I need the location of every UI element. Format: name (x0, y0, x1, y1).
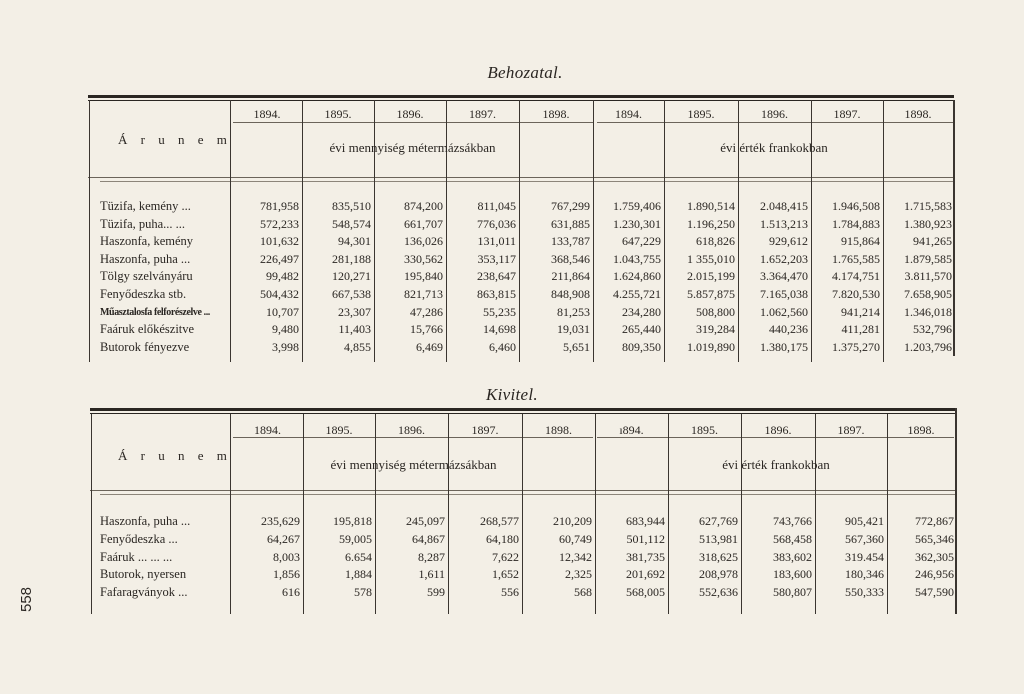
row-label: Butorok, nyersen (100, 567, 187, 582)
import-year-qty: 1897. (469, 107, 496, 121)
quantity-cell: 64,180 (486, 531, 519, 546)
quantity-cell: 1,611 (418, 567, 445, 582)
export-top-rule-thin (90, 413, 956, 414)
export-header-rule (90, 490, 956, 491)
quantity-cell: 245,097 (406, 514, 445, 528)
import-year-val: 1894. (615, 107, 642, 121)
import-year-rule-qty (233, 122, 593, 123)
value-cell: 4.255,721 (613, 287, 661, 301)
value-cell: 381,735 (626, 549, 665, 564)
value-cell: 568,005 (626, 585, 665, 600)
value-cell: 183,600 (773, 567, 812, 582)
value-cell: 201,692 (626, 567, 665, 582)
quantity-cell: 811,045 (477, 199, 516, 213)
value-cell: 1.380,175 (760, 339, 808, 354)
value-cell: 565,346 (915, 531, 954, 546)
quantity-cell: 5,651 (563, 339, 590, 354)
row-label: Fenyődeszka ... (100, 531, 178, 546)
quantity-cell: 47,286 (410, 304, 443, 319)
value-cell: 1.715,583 (904, 199, 952, 213)
import-header-rule-2 (100, 181, 954, 182)
row-label: Tölgy szelványáru (100, 269, 193, 284)
quantity-cell: 59,005 (339, 531, 372, 546)
quantity-cell: 556 (501, 585, 519, 600)
quantity-cell: 631,885 (551, 216, 590, 231)
quantity-cell: 1,856 (273, 567, 300, 582)
value-cell: 580,807 (773, 585, 812, 600)
quantity-cell: 14,698 (483, 322, 516, 337)
quantity-cell: 55,235 (483, 304, 516, 319)
value-cell: 905,421 (845, 514, 884, 528)
row-label: Haszonfa, puha ... (100, 514, 191, 528)
quantity-cell: 368,546 (551, 251, 590, 266)
quantity-cell: 3,998 (272, 339, 299, 354)
import-title: Behozatal. (487, 63, 563, 82)
value-cell: 929,612 (769, 234, 808, 249)
quantity-cell: 120,271 (332, 269, 371, 284)
value-cell: 1.513,213 (760, 216, 808, 231)
quantity-cell: 2,325 (565, 567, 592, 582)
value-cell: 1.879,585 (904, 251, 952, 266)
value-cell: 1.890,514 (687, 199, 735, 213)
row-label: Tüzifa, kemény ... (100, 199, 191, 213)
quantity-cell: 210,209 (553, 514, 592, 528)
value-cell: 180,346 (845, 567, 884, 582)
quantity-cell: 835,510 (332, 199, 371, 213)
export-title: Kivitel. (486, 385, 538, 404)
quantity-cell: 661,707 (404, 216, 443, 231)
export-year-val: ı894. (619, 423, 644, 437)
value-cell: 809,350 (622, 339, 661, 354)
value-cell: 1.230,301 (613, 216, 661, 231)
quantity-cell: 6.654 (345, 549, 372, 564)
quantity-cell: 195,840 (404, 269, 443, 284)
quantity-cell: 94,301 (338, 234, 371, 249)
value-cell: 1.196,250 (687, 216, 735, 231)
value-cell: 1.765,585 (832, 251, 880, 266)
import-year-qty: 1898. (542, 107, 570, 121)
quantity-cell: 6,469 (416, 339, 443, 354)
quantity-cell: 99,482 (266, 269, 299, 284)
row-label: Haszonfa, puha ... (100, 251, 191, 266)
value-cell: 547,590 (915, 585, 954, 600)
import-val-group: évi érték frankokban (720, 140, 828, 155)
value-cell: 3.811,570 (904, 269, 952, 284)
quantity-cell: 776,036 (477, 216, 516, 231)
value-cell: 508,800 (696, 304, 735, 319)
row-label: Tüzifa, puha... ... (100, 216, 186, 231)
quantity-cell: 616 (282, 585, 300, 600)
quantity-cell: 10,707 (266, 304, 299, 319)
quantity-cell: 281,188 (332, 251, 371, 266)
value-cell: 568,458 (773, 531, 812, 546)
quantity-cell: 667,538 (332, 287, 371, 301)
quantity-cell: 548,574 (332, 216, 371, 231)
quantity-cell: 23,307 (338, 304, 371, 319)
value-cell: 1.652,203 (760, 251, 808, 266)
value-cell: 1.043,755 (613, 251, 661, 266)
quantity-cell: 848,908 (551, 287, 590, 301)
export-vline (955, 408, 957, 614)
value-cell: 915,864 (841, 234, 880, 249)
value-cell: 362,305 (915, 549, 954, 564)
quantity-cell: 195,818 (333, 514, 372, 528)
value-cell: 513,981 (699, 531, 738, 546)
page-number: 558 (18, 586, 35, 612)
import-year-val: 1895. (687, 107, 715, 121)
value-cell: 246,956 (915, 567, 954, 582)
export-year-qty: 1898. (545, 423, 572, 437)
quantity-cell: 136,026 (404, 234, 443, 249)
row-label: Faáruk ... ... ... (100, 549, 173, 564)
value-cell: 618,826 (696, 234, 735, 249)
quantity-cell: 211,864 (551, 269, 590, 284)
value-cell: 1.375,270 (832, 339, 880, 354)
export-qty-group: évi mennyiség métermázsákban (330, 457, 497, 472)
value-cell: 1.759,406 (613, 199, 661, 213)
value-cell: 1.019,890 (687, 339, 735, 354)
quantity-cell: 4,855 (344, 339, 371, 354)
quantity-cell: 781,958 (260, 199, 299, 213)
quantity-cell: 863,815 (477, 287, 516, 301)
quantity-cell: 874,200 (404, 199, 443, 213)
export-year-qty: 1897. (471, 423, 499, 437)
value-cell: 265,440 (622, 322, 661, 337)
export-top-rule (90, 408, 956, 411)
export-year-qty: 1896. (398, 423, 425, 437)
quantity-cell: 19,031 (557, 322, 590, 337)
export-year-val: 1896. (764, 423, 792, 437)
import-year-val: 1898. (904, 107, 932, 121)
import-top-rule-thin (88, 100, 954, 101)
value-cell: 1 355,010 (687, 251, 735, 266)
value-cell: 941,214 (841, 304, 880, 319)
import-item-header: Á r u n e m (118, 132, 232, 147)
import-vline (953, 100, 955, 356)
value-cell: 1.203,796 (904, 339, 952, 354)
value-cell: 7.165,038 (760, 287, 808, 301)
value-cell: 319.454 (845, 549, 884, 564)
export-val-group: évi érték frankokban (722, 457, 830, 472)
value-cell: 2.048,415 (760, 199, 808, 213)
value-cell: 5.857,875 (687, 287, 735, 301)
value-cell: 532,796 (913, 322, 952, 337)
quantity-cell: 81,253 (557, 304, 590, 319)
value-cell: 1.062,560 (760, 304, 808, 319)
value-cell: 440,236 (769, 322, 808, 337)
quantity-cell: 268,577 (480, 514, 519, 528)
quantity-cell: 568 (574, 585, 592, 600)
quantity-cell: 599 (427, 585, 445, 600)
export-year-qty: 1894. (254, 423, 281, 437)
value-cell: 627,769 (699, 514, 738, 528)
quantity-cell: 578 (354, 585, 372, 600)
value-cell: 743,766 (773, 514, 812, 528)
quantity-cell: 226,497 (260, 251, 299, 266)
quantity-cell: 330,562 (404, 251, 443, 266)
value-cell: 1.624,860 (613, 269, 661, 284)
import-year-val: 1897. (833, 107, 861, 121)
value-cell: 941,265 (913, 234, 952, 249)
import-year-qty: 1896. (396, 107, 424, 121)
quantity-cell: 101,632 (260, 234, 299, 249)
quantity-cell: 7,622 (492, 549, 519, 564)
export-item-header: Á r u n e m (118, 448, 232, 463)
row-label: Fenyődeszka stb. (100, 287, 187, 301)
row-label: Faáruk előkészitve (100, 322, 195, 337)
export-header-rule-2 (100, 494, 956, 495)
value-cell: 567,360 (845, 531, 884, 546)
quantity-cell: 353,117 (477, 251, 516, 266)
quantity-cell: 504,432 (260, 287, 299, 301)
export-vline (91, 414, 92, 614)
value-cell: 683,944 (626, 514, 665, 528)
row-label: Haszonfa, kemény (100, 234, 194, 249)
value-cell: 2.015,199 (687, 269, 735, 284)
import-vline (89, 100, 90, 362)
quantity-cell: 238,647 (477, 269, 516, 284)
quantity-cell: 64,267 (267, 531, 300, 546)
import-year-rule-val (597, 122, 954, 123)
quantity-cell: 8,287 (418, 549, 445, 564)
value-cell: 383,602 (773, 549, 812, 564)
quantity-cell: 9,480 (272, 322, 299, 337)
value-cell: 1.380,923 (904, 216, 952, 231)
export-year-val: 1898. (907, 423, 935, 437)
quantity-cell: 11,403 (338, 322, 371, 337)
value-cell: 318,625 (699, 549, 738, 564)
value-cell: 501,112 (626, 531, 665, 546)
quantity-cell: 6,460 (489, 339, 516, 354)
quantity-cell: 12,342 (559, 549, 592, 564)
import-year-qty: 1895. (324, 107, 352, 121)
value-cell: 208,978 (699, 567, 738, 582)
export-year-qty: 1895. (325, 423, 353, 437)
quantity-cell: 133,787 (551, 234, 590, 249)
value-cell: 647,229 (622, 234, 661, 249)
import-header-rule (88, 177, 954, 178)
quantity-cell: 767,299 (551, 199, 590, 213)
value-cell: 1.946,508 (832, 199, 880, 213)
value-cell: 1.784,883 (832, 216, 880, 231)
value-cell: 550,333 (845, 585, 884, 600)
quantity-cell: 235,629 (261, 514, 300, 528)
quantity-cell: 1,652 (492, 567, 519, 582)
row-label: Butorok fényezve (100, 339, 190, 354)
quantity-cell: 8,003 (273, 549, 300, 564)
value-cell: 7.820,530 (832, 287, 880, 301)
value-cell: 7.658,905 (904, 287, 952, 301)
export-year-val: 1895. (691, 423, 718, 437)
quantity-cell: 821,713 (404, 287, 443, 301)
value-cell: 1.346,018 (904, 304, 952, 319)
value-cell: 772,867 (915, 514, 954, 528)
value-cell: 3.364,470 (760, 269, 808, 284)
value-cell: 234,280 (622, 304, 661, 319)
row-label: Fafaragványok ... (100, 585, 188, 600)
value-cell: 319,284 (696, 322, 735, 337)
quantity-cell: 64,867 (412, 531, 445, 546)
import-qty-group: évi mennyiség métermázsákban (329, 140, 496, 155)
quantity-cell: 572,233 (260, 216, 299, 231)
import-top-rule (88, 95, 954, 98)
value-cell: 4.174,751 (832, 269, 880, 284)
row-label: Műasztalosfa felforészelve ... (100, 306, 210, 318)
quantity-cell: 131,011 (477, 234, 516, 249)
import-year-qty: 1894. (253, 107, 281, 121)
quantity-cell: 60,749 (559, 531, 592, 546)
quantity-cell: 15,766 (410, 322, 443, 337)
quantity-cell: 1,884 (345, 567, 372, 582)
value-cell: 411,281 (841, 322, 880, 337)
import-year-val: 1896. (761, 107, 788, 121)
export-year-val: 1897. (837, 423, 865, 437)
value-cell: 552,636 (699, 585, 738, 600)
